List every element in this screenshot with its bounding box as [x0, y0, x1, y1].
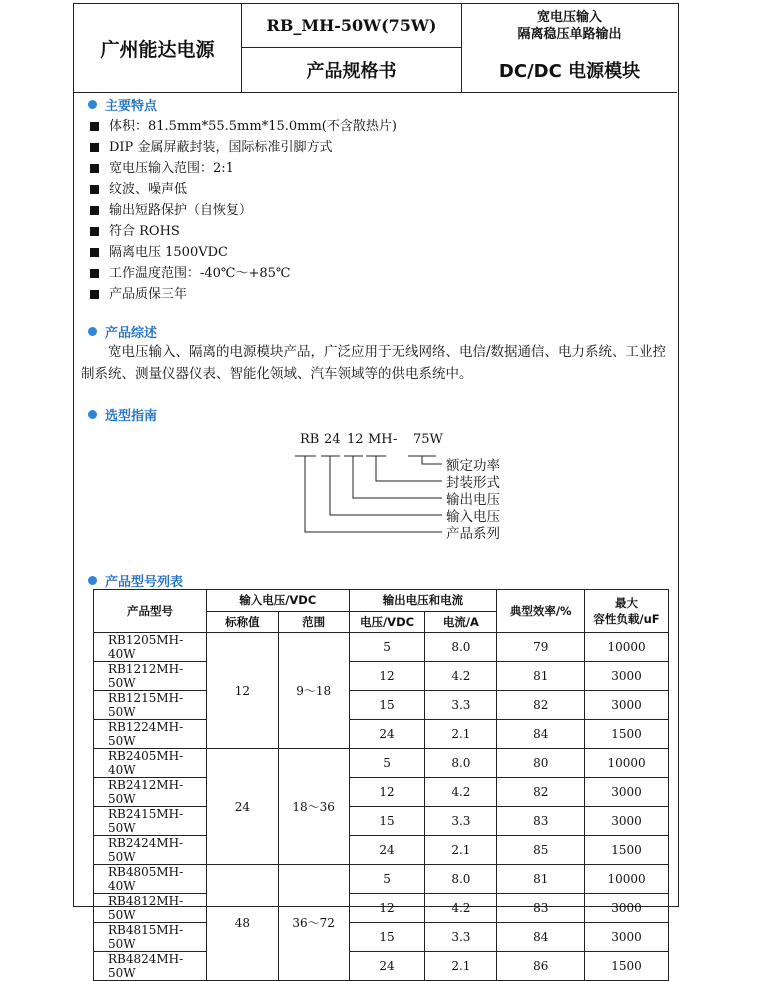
- cell-max-cap: 1500: [585, 720, 669, 749]
- square-bullet-icon: [90, 122, 99, 131]
- cell-nominal: 12: [206, 633, 278, 749]
- code-part-power: 75W: [413, 432, 443, 447]
- cell-efficiency: 83: [497, 807, 585, 836]
- features-list: [90, 116, 397, 305]
- cell-efficiency: 83: [497, 894, 585, 923]
- square-bullet-icon: [90, 185, 99, 194]
- cell-efficiency: 84: [497, 720, 585, 749]
- header-max-cap: [585, 590, 669, 633]
- cell-efficiency: 81: [497, 865, 585, 894]
- cell-range: 36～72: [278, 865, 349, 981]
- bullet-dot-icon: [88, 327, 97, 336]
- label-product-series: 产品系列: [446, 526, 500, 542]
- cell-efficiency: 82: [497, 778, 585, 807]
- cell-voltage: 12: [349, 894, 425, 923]
- label-input-voltage: 输入电压: [446, 509, 500, 525]
- cell-voltage: 5: [349, 865, 425, 894]
- header-voltage: 电压/VDC: [349, 611, 425, 633]
- header-max-line2: 容性负载/uF: [593, 612, 660, 626]
- cell-current: 2.1: [425, 952, 497, 981]
- cell-model: RB4815MH-50W: [94, 923, 207, 952]
- feature-text: 体积：81.5mm*55.5mm*15.0mm(不含散热片): [109, 119, 397, 134]
- overview-text: 宽电压输入、隔离的电源模块产品，广泛应用于无线网络、电信/数据通信、电力系统、工业控制系统、测量仪器仪表、智能化领域、汽车领域等的供电系统中。: [81, 344, 667, 382]
- feature-item: [90, 116, 397, 137]
- code-part-input: 24: [324, 432, 341, 447]
- description-line-2: 隔离稳压单路输出: [517, 27, 622, 42]
- module-type: DC/DC 电源模块: [498, 61, 641, 82]
- cell-max-cap: 3000: [585, 691, 669, 720]
- bullet-dot-icon: [88, 410, 97, 419]
- cell-max-cap: 3000: [585, 807, 669, 836]
- cell-range: 9～18: [278, 633, 349, 749]
- cell-efficiency: 79: [497, 633, 585, 662]
- feature-item: [90, 221, 397, 242]
- feature-text: 宽电压输入范围：2:1: [109, 161, 234, 176]
- features-heading: [88, 95, 157, 114]
- cell-current: 3.3: [425, 923, 497, 952]
- feature-text: 符合 ROHS: [109, 224, 180, 239]
- cell-range: 18～36: [278, 749, 349, 865]
- header-current: 电流/A: [425, 611, 497, 633]
- feature-item: [90, 284, 397, 305]
- cell-current: 4.2: [425, 778, 497, 807]
- cell-current: 8.0: [425, 865, 497, 894]
- cell-model: RB1224MH-50W: [94, 720, 207, 749]
- bullet-dot-icon: [88, 100, 97, 109]
- header-input-voltage: 输入电压/VDC: [206, 590, 349, 612]
- cell-max-cap: 3000: [585, 778, 669, 807]
- table-row: [94, 836, 669, 865]
- cell-voltage: 5: [349, 749, 425, 778]
- table-row: [94, 662, 669, 691]
- cell-voltage: 24: [349, 720, 425, 749]
- cell-model: RB1212MH-50W: [94, 662, 207, 691]
- overview-title: 产品综述: [105, 326, 158, 341]
- overview-heading: [88, 322, 157, 341]
- header-model: 产品型号: [94, 590, 207, 633]
- feature-item: [90, 137, 397, 158]
- cell-max-cap: 1500: [585, 952, 669, 981]
- cell-voltage: 12: [349, 778, 425, 807]
- table-row: [94, 749, 669, 778]
- cell-model: RB2405MH-40W: [94, 749, 207, 778]
- feature-text: 纹波、噪声低: [109, 182, 188, 197]
- cell-current: 2.1: [425, 720, 497, 749]
- cell-model: RB1215MH-50W: [94, 691, 207, 720]
- cell-voltage: 15: [349, 691, 425, 720]
- header-output: 输出电压和电流: [349, 590, 497, 612]
- cell-model: RB1205MH-40W: [94, 633, 207, 662]
- header-table: [74, 4, 677, 93]
- product-description: [462, 4, 677, 48]
- feature-item: [90, 200, 397, 221]
- cell-efficiency: 86: [497, 952, 585, 981]
- cell-current: 3.3: [425, 691, 497, 720]
- cell-max-cap: 1500: [585, 836, 669, 865]
- cell-current: 4.2: [425, 662, 497, 691]
- cell-max-cap: 10000: [585, 633, 669, 662]
- square-bullet-icon: [90, 269, 99, 278]
- table-row: [94, 691, 669, 720]
- header-nominal: 标称值: [206, 611, 278, 633]
- feature-item: [90, 179, 397, 200]
- header-max-line1: 最大: [615, 596, 639, 610]
- feature-item: [90, 263, 397, 284]
- code-part-dash: -: [393, 432, 398, 447]
- product-list-heading: [88, 571, 183, 590]
- description-line-1: 宽电压输入: [536, 10, 602, 25]
- code-part-output: 12: [347, 432, 364, 447]
- feature-item: [90, 158, 397, 179]
- header-efficiency: 典型效率/%: [497, 590, 585, 633]
- square-bullet-icon: [90, 227, 99, 236]
- feature-text: DIP 金属屏蔽封装，国际标准引脚方式: [109, 140, 333, 155]
- cell-current: 2.1: [425, 836, 497, 865]
- document-title: 产品规格书: [242, 48, 462, 92]
- table-row: [94, 952, 669, 981]
- square-bullet-icon: [90, 206, 99, 215]
- company-name: 广州能达电源: [74, 4, 242, 92]
- cell-model: RB4812MH-50W: [94, 894, 207, 923]
- cell-current: 3.3: [425, 807, 497, 836]
- cell-max-cap: 3000: [585, 894, 669, 923]
- cell-max-cap: 10000: [585, 865, 669, 894]
- square-bullet-icon: [90, 164, 99, 173]
- cell-efficiency: 80: [497, 749, 585, 778]
- feature-text: 工作温度范围：-40℃～+85℃: [109, 266, 291, 281]
- cell-voltage: 5: [349, 633, 425, 662]
- selection-heading: [88, 405, 157, 424]
- cell-model: RB2424MH-50W: [94, 836, 207, 865]
- label-rated-power: 额定功率: [446, 458, 500, 474]
- spec-sheet-page: [73, 3, 679, 980]
- table-row: [94, 923, 669, 952]
- cell-nominal: 24: [206, 749, 278, 865]
- feature-item: [90, 242, 397, 263]
- cell-efficiency: 85: [497, 836, 585, 865]
- cell-max-cap: 10000: [585, 749, 669, 778]
- feature-text: 输出短路保护（自恢复）: [109, 203, 253, 218]
- cell-model: RB2415MH-50W: [94, 807, 207, 836]
- label-output-voltage: 输出电压: [446, 492, 500, 508]
- table-row: [94, 865, 669, 894]
- square-bullet-icon: [90, 143, 99, 152]
- square-bullet-icon: [90, 248, 99, 257]
- cell-model: RB4805MH-40W: [94, 865, 207, 894]
- model-title: RB_MH-50W(75W): [242, 4, 462, 48]
- cell-efficiency: 81: [497, 662, 585, 691]
- table-row: [94, 807, 669, 836]
- cell-voltage: 24: [349, 952, 425, 981]
- table-row: [94, 894, 669, 923]
- feature-text: 产品质保三年: [109, 287, 188, 302]
- cell-efficiency: 82: [497, 691, 585, 720]
- bullet-dot-icon: [88, 576, 97, 585]
- code-part-series: RB: [300, 432, 320, 447]
- table-row: [94, 720, 669, 749]
- header-range: 范围: [278, 611, 349, 633]
- product-table-body: [94, 633, 669, 981]
- product-table: [93, 589, 669, 981]
- code-part-package: MH: [368, 432, 393, 447]
- cell-max-cap: 3000: [585, 923, 669, 952]
- cell-voltage: 15: [349, 923, 425, 952]
- cell-efficiency: 84: [497, 923, 585, 952]
- cell-current: 4.2: [425, 894, 497, 923]
- cell-model: RB2412MH-50W: [94, 778, 207, 807]
- cell-voltage: 12: [349, 662, 425, 691]
- label-package: 封装形式: [446, 475, 500, 491]
- diagram-lines: [74, 432, 674, 552]
- cell-current: 8.0: [425, 749, 497, 778]
- cell-nominal: 48: [206, 865, 278, 981]
- table-row: [94, 778, 669, 807]
- cell-max-cap: 3000: [585, 662, 669, 691]
- cell-voltage: 24: [349, 836, 425, 865]
- selection-title: 选型指南: [105, 409, 158, 424]
- feature-text: 隔离电压 1500VDC: [109, 245, 228, 260]
- features-title: 主要特点: [105, 99, 158, 114]
- cell-voltage: 15: [349, 807, 425, 836]
- product-list-title: 产品型号列表: [105, 575, 184, 590]
- square-bullet-icon: [90, 290, 99, 299]
- table-row: [94, 633, 669, 662]
- cell-model: RB4824MH-50W: [94, 952, 207, 981]
- cell-current: 8.0: [425, 633, 497, 662]
- model-code-diagram: [74, 432, 674, 552]
